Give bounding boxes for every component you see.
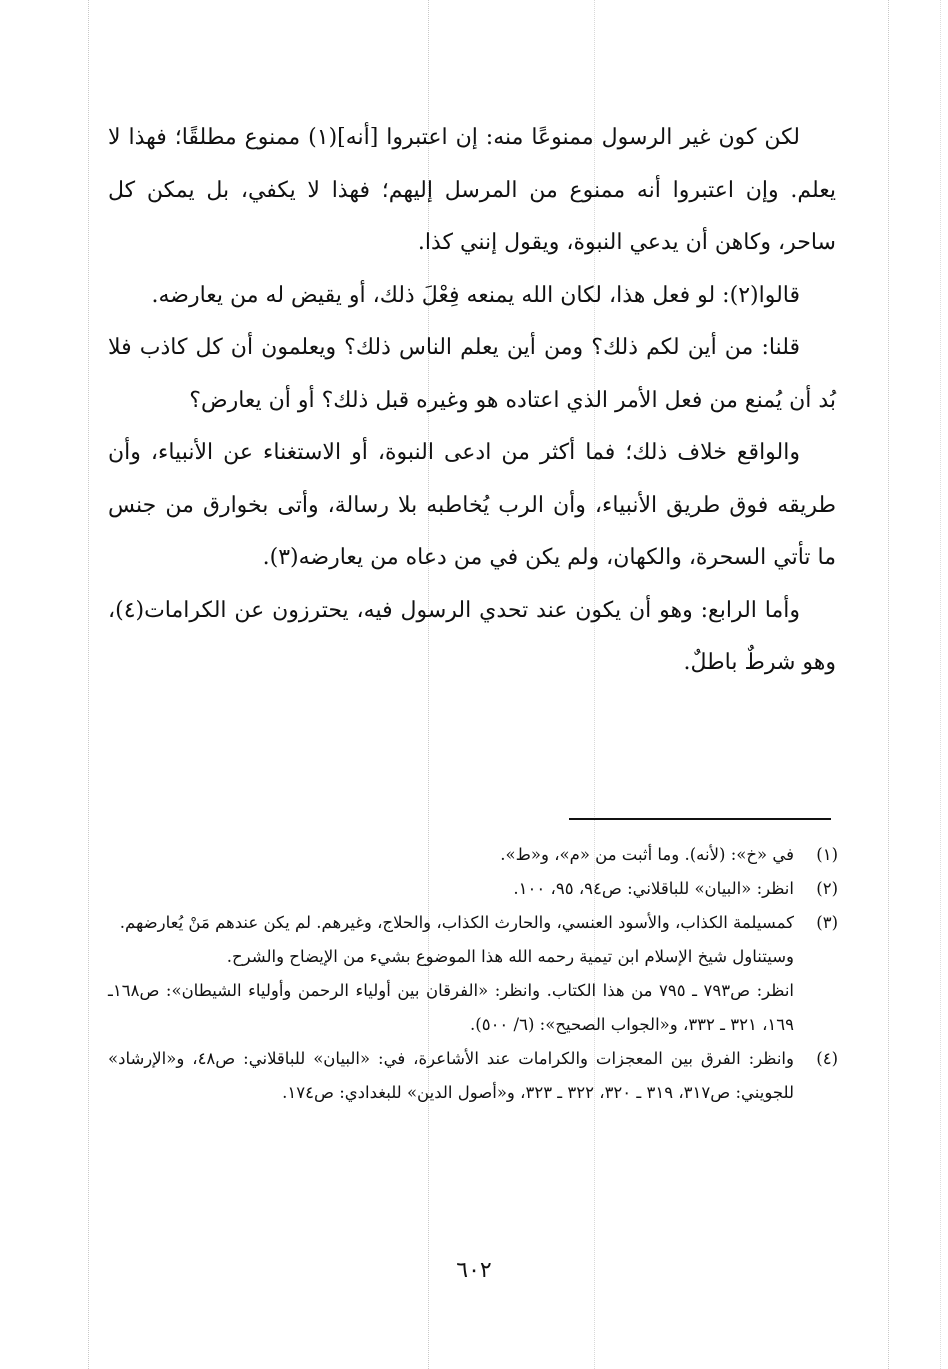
footnote-line: انظر: «البيان» للباقلاني: ص٩٤، ٩٥، ١٠٠. (513, 879, 794, 898)
footnote-3 (108, 906, 838, 1042)
footnote-text (108, 1042, 794, 1110)
footnote-line: وسيتناول شيخ الإسلام ابن تيمية رحمه الله هذا الموضوع بشيء من الإيضاح والشرح. (226, 947, 794, 966)
footnote-number: (٢) (816, 879, 838, 898)
paragraph-4: والواقع خلاف ذلك؛ فما أكثر من ادعى النبوة، أو الاستغناء عن الأنبياء، وأن طريقه فوق طريق الأنبياء، وأن الرب يُخاطبه بلا رسالة، وأتى بخوارق من جنس ما تأتي السحرة، والكهان، ولم يكن في من دعاه من يعارضه(٣). (108, 440, 836, 570)
footnote-text (108, 872, 794, 906)
paragraph-3: قلنا: من أين لكم ذلك؟ ومن أين يعلم الناس ذلك؟ ويعلمون أن كل كاذب فلا بُد أن يُمنع من فعل الأمر الذي اعتاده هو وغيره قبل ذلك؟ أو أن يعارض؟ (108, 335, 836, 413)
footnote-text (108, 838, 794, 872)
scan-guide-line (88, 0, 89, 1369)
footnote-number: (٤) (816, 1049, 838, 1068)
footnotes (108, 838, 838, 1110)
footnote-2 (108, 872, 838, 906)
scan-guide-line (940, 0, 941, 1369)
footnote-number: (١) (816, 845, 838, 864)
footnote-text (108, 906, 794, 1042)
footnote-line: كمسيلمة الكذاب، والأسود العنسي، والحارث الكذاب، والحلاج، وغيرهم. لم يكن عندهم مَنْ يُعارضهم. (119, 913, 794, 932)
paragraph-5: وأما الرابع: وهو أن يكون عند تحدي الرسول فيه، يحترزون عن الكرامات(٤)، وهو شرطٌ باطلٌ. (108, 597, 836, 675)
footnote-1 (108, 838, 838, 872)
footnote-line: وانظر: الفرق بين المعجزات والكرامات عند الأشاعرة، في: «البيان» للباقلاني: ص٤٨، و«الإرشاد» للجويني: ص٣١٧، ٣١٩ ـ ٣٢٠، ٣٢٢ ـ ٣٢٣، و«أصول الدين» للبغدادي: ص١٧٤. (108, 1049, 794, 1102)
scan-guide-line (888, 0, 889, 1369)
main-text (108, 112, 836, 690)
footnote-line: في «خ»: (لأنه). وما أثبت من «م»، و«ط». (500, 845, 794, 864)
paragraph-1: لكن كون غير الرسول ممنوعًا منه: إن اعتبروا [أنه](١) ممنوع مطلقًا؛ فهذا لا يعلم. وإن اعتبروا أنه ممنوع من المرسل إليهم؛ فهذا لا يكفي، بل يمكن كل ساحر، وكاهن أن يدعي النبوة، ويقول إنني كذا. (108, 125, 836, 255)
footnote-separator (569, 818, 831, 820)
footnote-4 (108, 1042, 838, 1110)
paragraph-2: قالوا(٢): لو فعل هذا، لكان الله يمنعه فِعْلَ ذلك، أو يقيض له من يعارضه. (151, 282, 800, 308)
footnote-number: (٣) (816, 913, 838, 932)
page-number: ٦٠٢ (456, 1258, 492, 1283)
footnote-line: انظر: ص٧٩٣ ـ ٧٩٥ من هذا الكتاب. وانظر: «الفرقان بين أولياء الرحمن وأولياء الشيطان»: ص١٦٨ـ ١٦٩، ٣٢١ ـ ٣٣٢، و«الجواب الصحيح»: (٦/ ٥٠٠). (108, 981, 794, 1034)
